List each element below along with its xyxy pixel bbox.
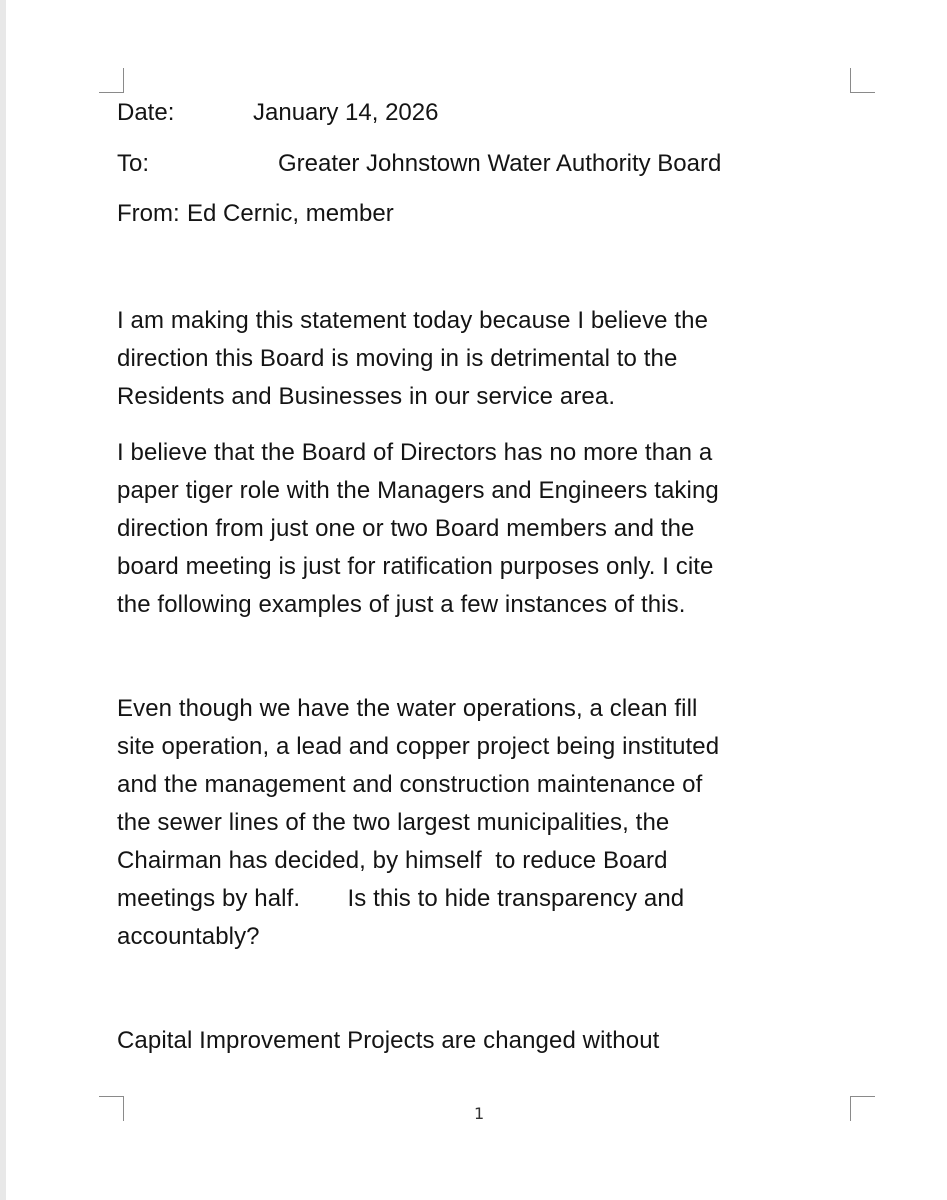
paragraph-line: site operation, a lead and copper project being instituted [117, 733, 720, 760]
paragraph-line: the sewer lines of the two largest municipalities, the [117, 809, 670, 836]
top-left-margin-mark [99, 68, 124, 93]
to-label: To: [117, 150, 150, 177]
paragraph-line: accountably? [117, 923, 260, 950]
to-value: Greater Johnstown Water Authority Board [278, 150, 722, 177]
paragraph-line: Capital Improvement Projects are changed without [117, 1027, 660, 1054]
paragraph-line: meetings by half. Is this to hide transparency and [117, 885, 685, 912]
bottom-left-margin-mark [99, 1096, 124, 1121]
date-value: January 14, 2026 [253, 99, 439, 126]
paragraph-line: and the management and construction maintenance of [117, 771, 703, 798]
paragraph-line: direction this Board is moving in is detrimental to the [117, 345, 678, 372]
paragraph-line: board meeting is just for ratification purposes only. I cite [117, 553, 714, 580]
from-label: From: [117, 200, 180, 227]
paragraph-line: Even though we have the water operations, a clean fill [117, 695, 698, 722]
date-label: Date: [117, 99, 175, 126]
document-page [6, 0, 947, 1200]
paragraph-line: Residents and Businesses in our service area. [117, 383, 616, 410]
paragraph-line: I am making this statement today because I believe the [117, 307, 709, 334]
paragraph-line: paper tiger role with the Managers and Engineers taking [117, 477, 719, 504]
from-value: Ed Cernic, member [187, 200, 394, 227]
paragraph-line: Chairman has decided, by himself to reduce Board [117, 847, 668, 874]
bottom-right-margin-mark [850, 1096, 875, 1121]
top-right-margin-mark [850, 68, 875, 93]
paragraph-line: I believe that the Board of Directors has no more than a [117, 439, 713, 466]
paragraph-line: direction from just one or two Board members and the [117, 515, 695, 542]
paragraph-line: the following examples of just a few instances of this. [117, 591, 686, 618]
page-number: 1 [474, 1104, 485, 1123]
